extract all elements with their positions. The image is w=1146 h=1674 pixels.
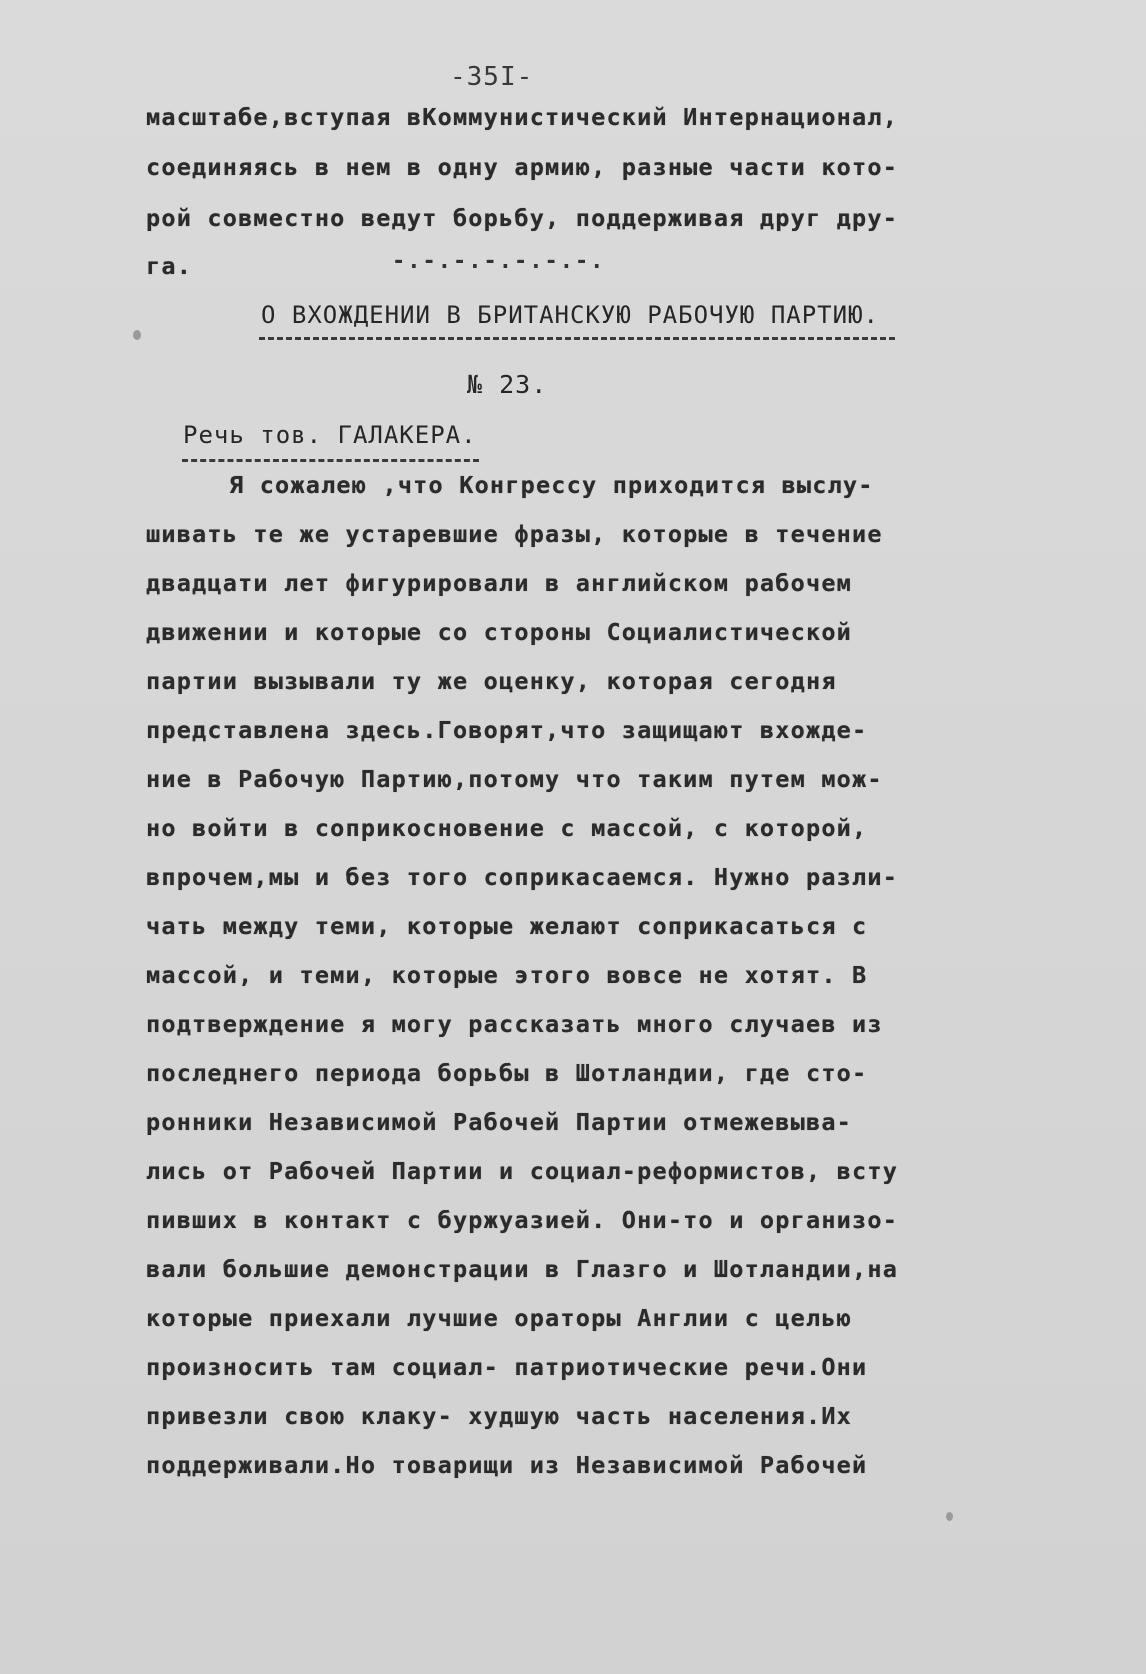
page-number: -35I- [450, 62, 534, 92]
text-line: привезли свою клаку- худшую часть населения.Их [146, 1402, 853, 1430]
section-divider: -.-.-.-.-.-.-. [392, 249, 606, 274]
speech-title-underline [182, 459, 479, 462]
section-title: О ВХОЖДЕНИИ В БРИТАНСКУЮ РАБОЧУЮ ПАРТИЮ. [261, 301, 879, 329]
text-line: которые приехали лучшие ораторы Англии с целью [146, 1304, 853, 1332]
text-line: Я сожалею ,что Конгрессу приходится выслу- [229, 471, 874, 499]
text-line: партии вызывали ту же оценку, которая сегодня [146, 667, 837, 695]
text-line: представлена здесь.Говорят,что защищают вхожде- [146, 716, 868, 744]
text-line: вали большие демонстрации в Глазго и Шотландии,на [146, 1255, 899, 1283]
section-title-underline [259, 337, 895, 340]
text-line: но войти в соприкосновение с массой, с которой, [146, 814, 868, 842]
text-line: поддерживали.Но товарищи из Независимой Рабочей [146, 1451, 868, 1479]
speech-title: Речь тов. ГАЛАКЕРА. [183, 421, 477, 449]
text-line: подтверждение я могу рассказать много случаев из [146, 1010, 883, 1038]
document-number: № 23. [467, 370, 548, 399]
paper-speck [946, 1512, 953, 1521]
text-line: га. [146, 252, 193, 280]
text-line: масштабе,вступая вКоммунистический Интернационал, [146, 103, 899, 131]
text-line: шивать те же устаревшие фразы, которые в течение [146, 520, 883, 548]
text-line: последнего периода борьбы в Шотландии, где сто- [146, 1059, 868, 1087]
text-line: пивших в контакт с буржуазией. Они-то и организо- [146, 1206, 899, 1234]
text-line: впрочем,мы и без того соприкасаемся. Нужно разли- [146, 863, 899, 891]
text-line: ние в Рабочую Партию,потому что таким путем мож- [146, 765, 883, 793]
text-line: произносить там социал- патриотические речи.Они [146, 1353, 868, 1381]
text-line: чать между теми, которые желают соприкасаться с [146, 912, 868, 940]
text-line: двадцати лет фигурировали в английском рабочем [146, 569, 853, 597]
text-line: массой, и теми, которые этого вовсе не хотят. В [146, 961, 868, 989]
text-line: лись от Рабочей Партии и социал-реформистов, всту [146, 1157, 899, 1185]
text-line: рой совместно ведут борьбу, поддерживая друг дру- [146, 204, 899, 232]
paper-speck [133, 330, 141, 340]
text-line: движении и которые со стороны Социалистической [146, 618, 853, 646]
text-line: соединяясь в нем в одну армию, разные части кото- [146, 153, 899, 181]
text-line: ронники Независимой Рабочей Партии отмежевыва- [146, 1108, 853, 1136]
